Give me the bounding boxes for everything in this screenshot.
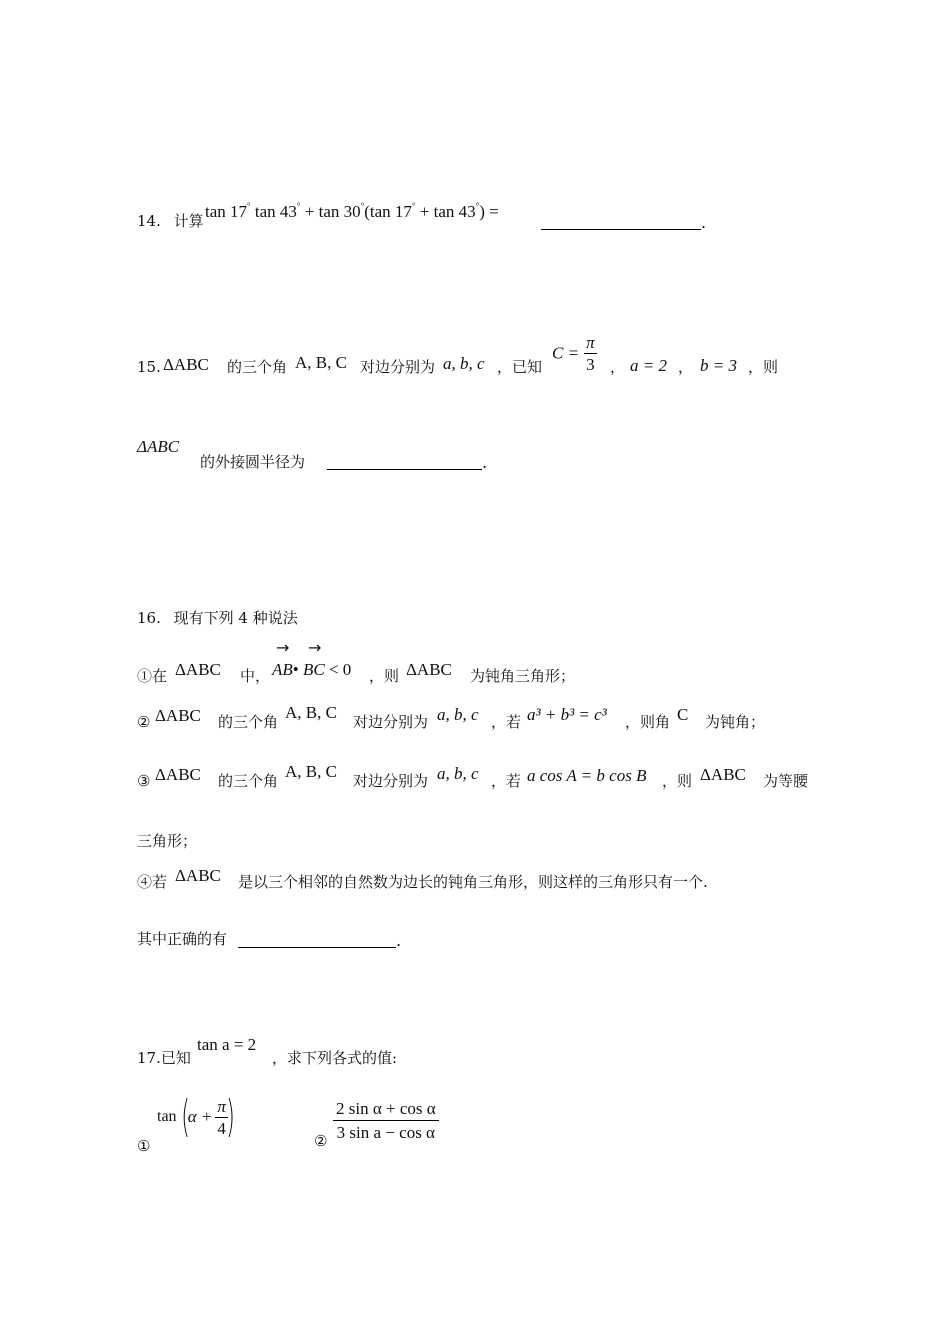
q16-s3-angles: A, B, C (285, 762, 337, 781)
vector-arrow-icon: → (276, 638, 290, 657)
q16-s1-vector-expr: AB• BC < 0 (272, 660, 352, 679)
q16-s3-cont: 三角形； (137, 832, 198, 850)
q15-angles: A, B, C (295, 353, 347, 372)
q15-comma1: ， (610, 358, 626, 376)
q15-c-fraction: C = $\frac{\pi}{3}$ (552, 333, 595, 374)
q17-part2-mark: ② (314, 1132, 328, 1150)
q16-s4-triangle: ΔABC (175, 866, 221, 885)
q16-s2-equation: a³ + b³ = c³ (527, 705, 607, 724)
q15-text4: 的外接圆半径为 (200, 453, 306, 471)
q16-s3-post: 为等腰 (763, 772, 809, 790)
q16-number: 16. (137, 609, 161, 627)
q15-text2: 对边分别为 (360, 358, 436, 376)
q15-triangle: ΔABC (163, 355, 209, 374)
q17-part1-expr: tan ( α + $\frac{\pi}{4}$ ) (157, 1091, 235, 1142)
q16-s2-angle: C (677, 705, 689, 724)
q16-s2-text1: 的三个角 (218, 713, 279, 731)
q16-s2-post: 为钝角； (705, 713, 766, 731)
q14-number: 14. (137, 212, 161, 230)
q16-s3-mark: ③ (137, 772, 151, 790)
q15-a-value: a = 2 (630, 356, 667, 375)
q14-expression: tan 17° tan 43° + tan 30°(tan 17° + tan 43°) = (205, 201, 499, 221)
left-paren: ( (180, 1091, 190, 1142)
q16-s3-triangle: ΔABC (155, 765, 201, 784)
q16-s3-sides: a, b, c (437, 764, 479, 783)
q16-s1-then: ，则 (369, 667, 400, 685)
q16-s2-mark: ② (137, 713, 151, 731)
q16-s3-text1: 的三个角 (218, 772, 279, 790)
q16-s4-mark: ④若 (137, 873, 168, 891)
q15-sides: a, b, c (443, 354, 485, 373)
q16-s1-mid: 中， (240, 667, 271, 685)
q15-text3: ，已知 (497, 358, 543, 376)
q16-s1-triangle2: ΔABC (406, 660, 452, 679)
q17-given: tan a = 2 (197, 1035, 257, 1054)
q15-line (137, 357, 161, 377)
q16-s3-if: ，若 (491, 772, 522, 790)
vector-arrow-icon: → (308, 638, 322, 657)
q16-s1-triangle: ΔABC (175, 660, 221, 679)
q17-part1-mark: ① (137, 1137, 151, 1155)
q16-s1-mark: ①在 (137, 667, 168, 685)
q16-s4-post: 是以三个相邻的自然数为边长的钝角三角形，则这样的三角形只有一个. (238, 873, 708, 891)
q15-text1: 的三个角 (227, 358, 288, 376)
q17-post: ，求下列各式的值: (272, 1049, 398, 1067)
q16-s2-sides: a, b, c (437, 705, 479, 724)
q14-line (137, 211, 204, 231)
q16-s3-text2: 对边分别为 (353, 772, 429, 790)
q16-s2-angles: A, B, C (285, 703, 337, 722)
q16-s3-triangle2: ΔABC (700, 765, 746, 784)
q17-line: 17.已知 (137, 1049, 191, 1067)
q15-triangle-italic: ΔABC (137, 437, 180, 456)
q16-ask: 其中正确的有 (137, 930, 228, 948)
q16-s2-then: ，则角 (625, 713, 671, 731)
q15-comma2: ， (678, 358, 694, 376)
q14-answer-blank[interactable]: . (541, 213, 706, 232)
q14-lead: 计算 (173, 212, 204, 230)
q16-intro: 16. 现有下列 4 种说法 (137, 609, 298, 627)
q15-then: ，则 (748, 358, 779, 376)
q15-number: 15. (137, 358, 161, 376)
q16-answer-blank[interactable]: . (238, 931, 401, 950)
q16-s3-then: ，则 (662, 772, 693, 790)
q16-s1-post: 为钝角三角形； (470, 667, 576, 685)
right-paren: ) (226, 1091, 235, 1142)
q15-answer-blank[interactable]: . (327, 453, 487, 472)
q15-b-value: b = 3 (700, 356, 737, 375)
q16-s2-text2: 对边分别为 (353, 713, 429, 731)
q17-number: 17. (137, 1049, 161, 1067)
q16-s2-triangle: ΔABC (155, 706, 201, 725)
q16-s3-equation: a cos A = b cos B (527, 766, 647, 785)
q17-part2-fraction: $\frac{\text{2 sin α + cos α}}{\text{3 sin a − cos α}}$ (333, 1099, 439, 1142)
q16-s2-if: ，若 (491, 713, 522, 731)
